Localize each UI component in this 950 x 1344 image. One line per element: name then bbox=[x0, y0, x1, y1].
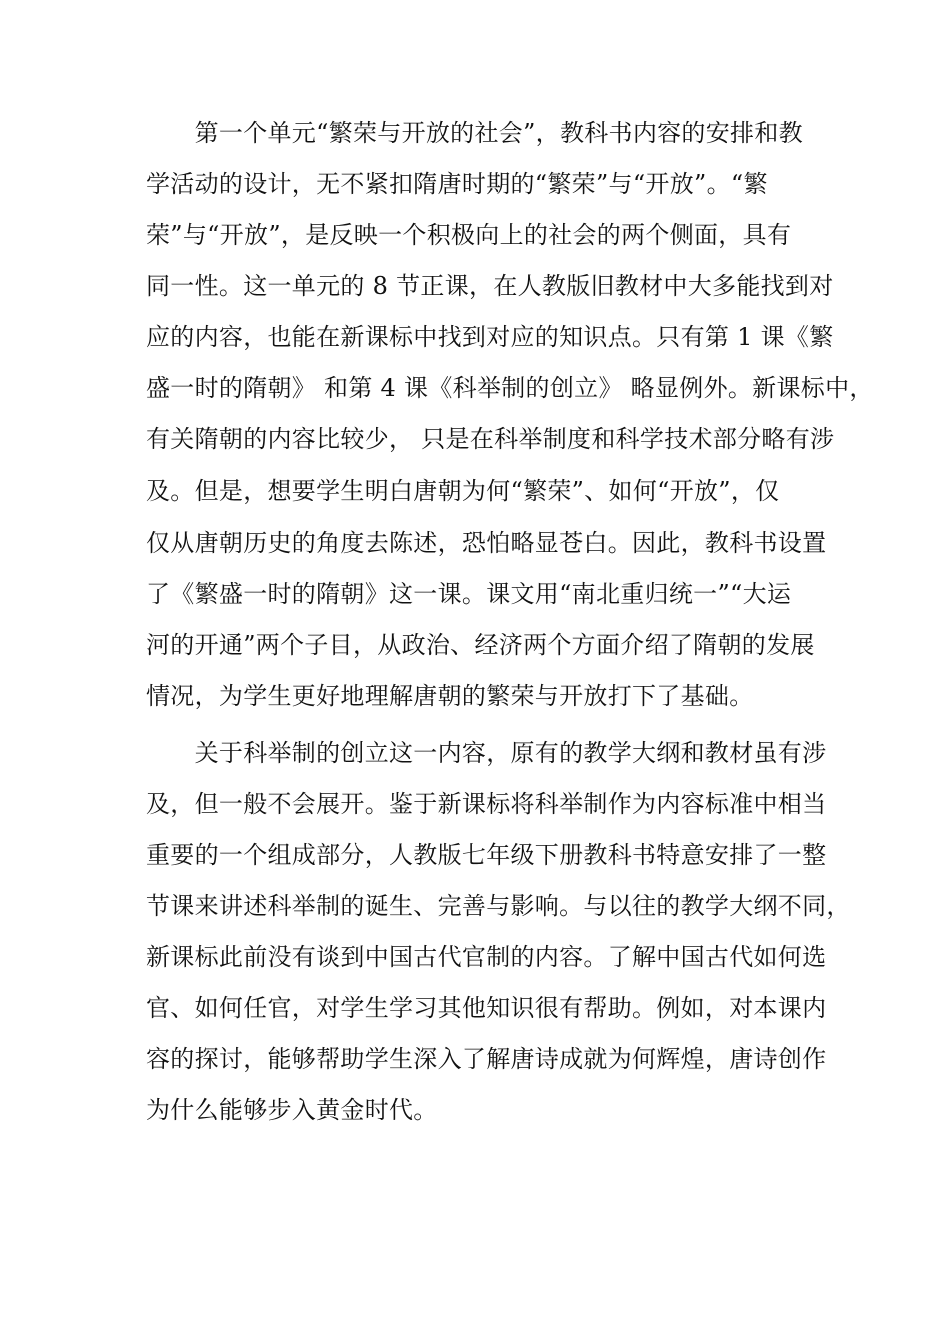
paragraph-line: 新课标此前没有谈到中国古代官制的内容。了解中国古代如何选 bbox=[146, 943, 827, 971]
paragraph-line: 关于科举制的创立这一内容，原有的教学大纲和教材虽有涉 bbox=[146, 739, 827, 767]
paragraph-line: 节课来讲述科举制的诞生、完善与影响。与以往的教学大纲不同， bbox=[146, 892, 851, 920]
paragraph-line: 第一个单元“繁荣与开放的社会”，教科书内容的安排和教 bbox=[146, 119, 803, 147]
paragraph-line: 及。但是，想要学生明白唐朝为何“繁荣”、如何“开放”，仅 bbox=[146, 477, 780, 505]
paragraph-line: 荣”与“开放”，是反映一个积极向上的社会的两个侧面，具有 bbox=[146, 221, 792, 249]
paragraph-line: 仅从唐朝历史的角度去陈述，恐怕略显苍白。因此，教科书设置 bbox=[146, 529, 827, 557]
paragraph-line: 盛一时的隋朝》 和第 4 课《科举制的创立》 略显例外。新课标中， bbox=[146, 374, 874, 402]
paragraph-line: 官、如何任官，对学生学习其他知识很有帮助。例如，对本课内 bbox=[146, 994, 827, 1022]
paragraph-line: 了《繁盛一时的隋朝》这一课。课文用“南北重归统一”“大运 bbox=[146, 580, 792, 608]
paragraph-line: 情况，为学生更好地理解唐朝的繁荣与开放打下了基础。 bbox=[146, 682, 754, 710]
paragraph-line: 重要的一个组成部分，人教版七年级下册教科书特意安排了一整 bbox=[146, 841, 827, 869]
paragraph-line: 有关隋朝的内容比较少， 只是在科举制度和科学技术部分略有涉 bbox=[146, 425, 835, 453]
paragraph-line: 河的开通”两个子目，从政治、经济两个方面介绍了隋朝的发展 bbox=[146, 631, 815, 659]
paragraph-line: 容的探讨，能够帮助学生深入了解唐诗成就为何辉煌，唐诗创作 bbox=[146, 1045, 827, 1073]
paragraph-line: 及，但一般不会展开。鉴于新课标将科举制作为内容标准中相当 bbox=[146, 790, 827, 818]
paragraph-line: 学活动的设计，无不紧扣隋唐时期的“繁荣”与“开放”。“繁 bbox=[146, 170, 768, 198]
paragraph-line: 应的内容，也能在新课标中找到对应的知识点。只有第 1 课《繁 bbox=[146, 323, 834, 351]
paragraph-line: 为什么能够步入黄金时代。 bbox=[146, 1096, 438, 1124]
paragraph-line: 同一性。这一单元的 8 节正课，在人教版旧教材中大多能找到对 bbox=[146, 272, 834, 300]
